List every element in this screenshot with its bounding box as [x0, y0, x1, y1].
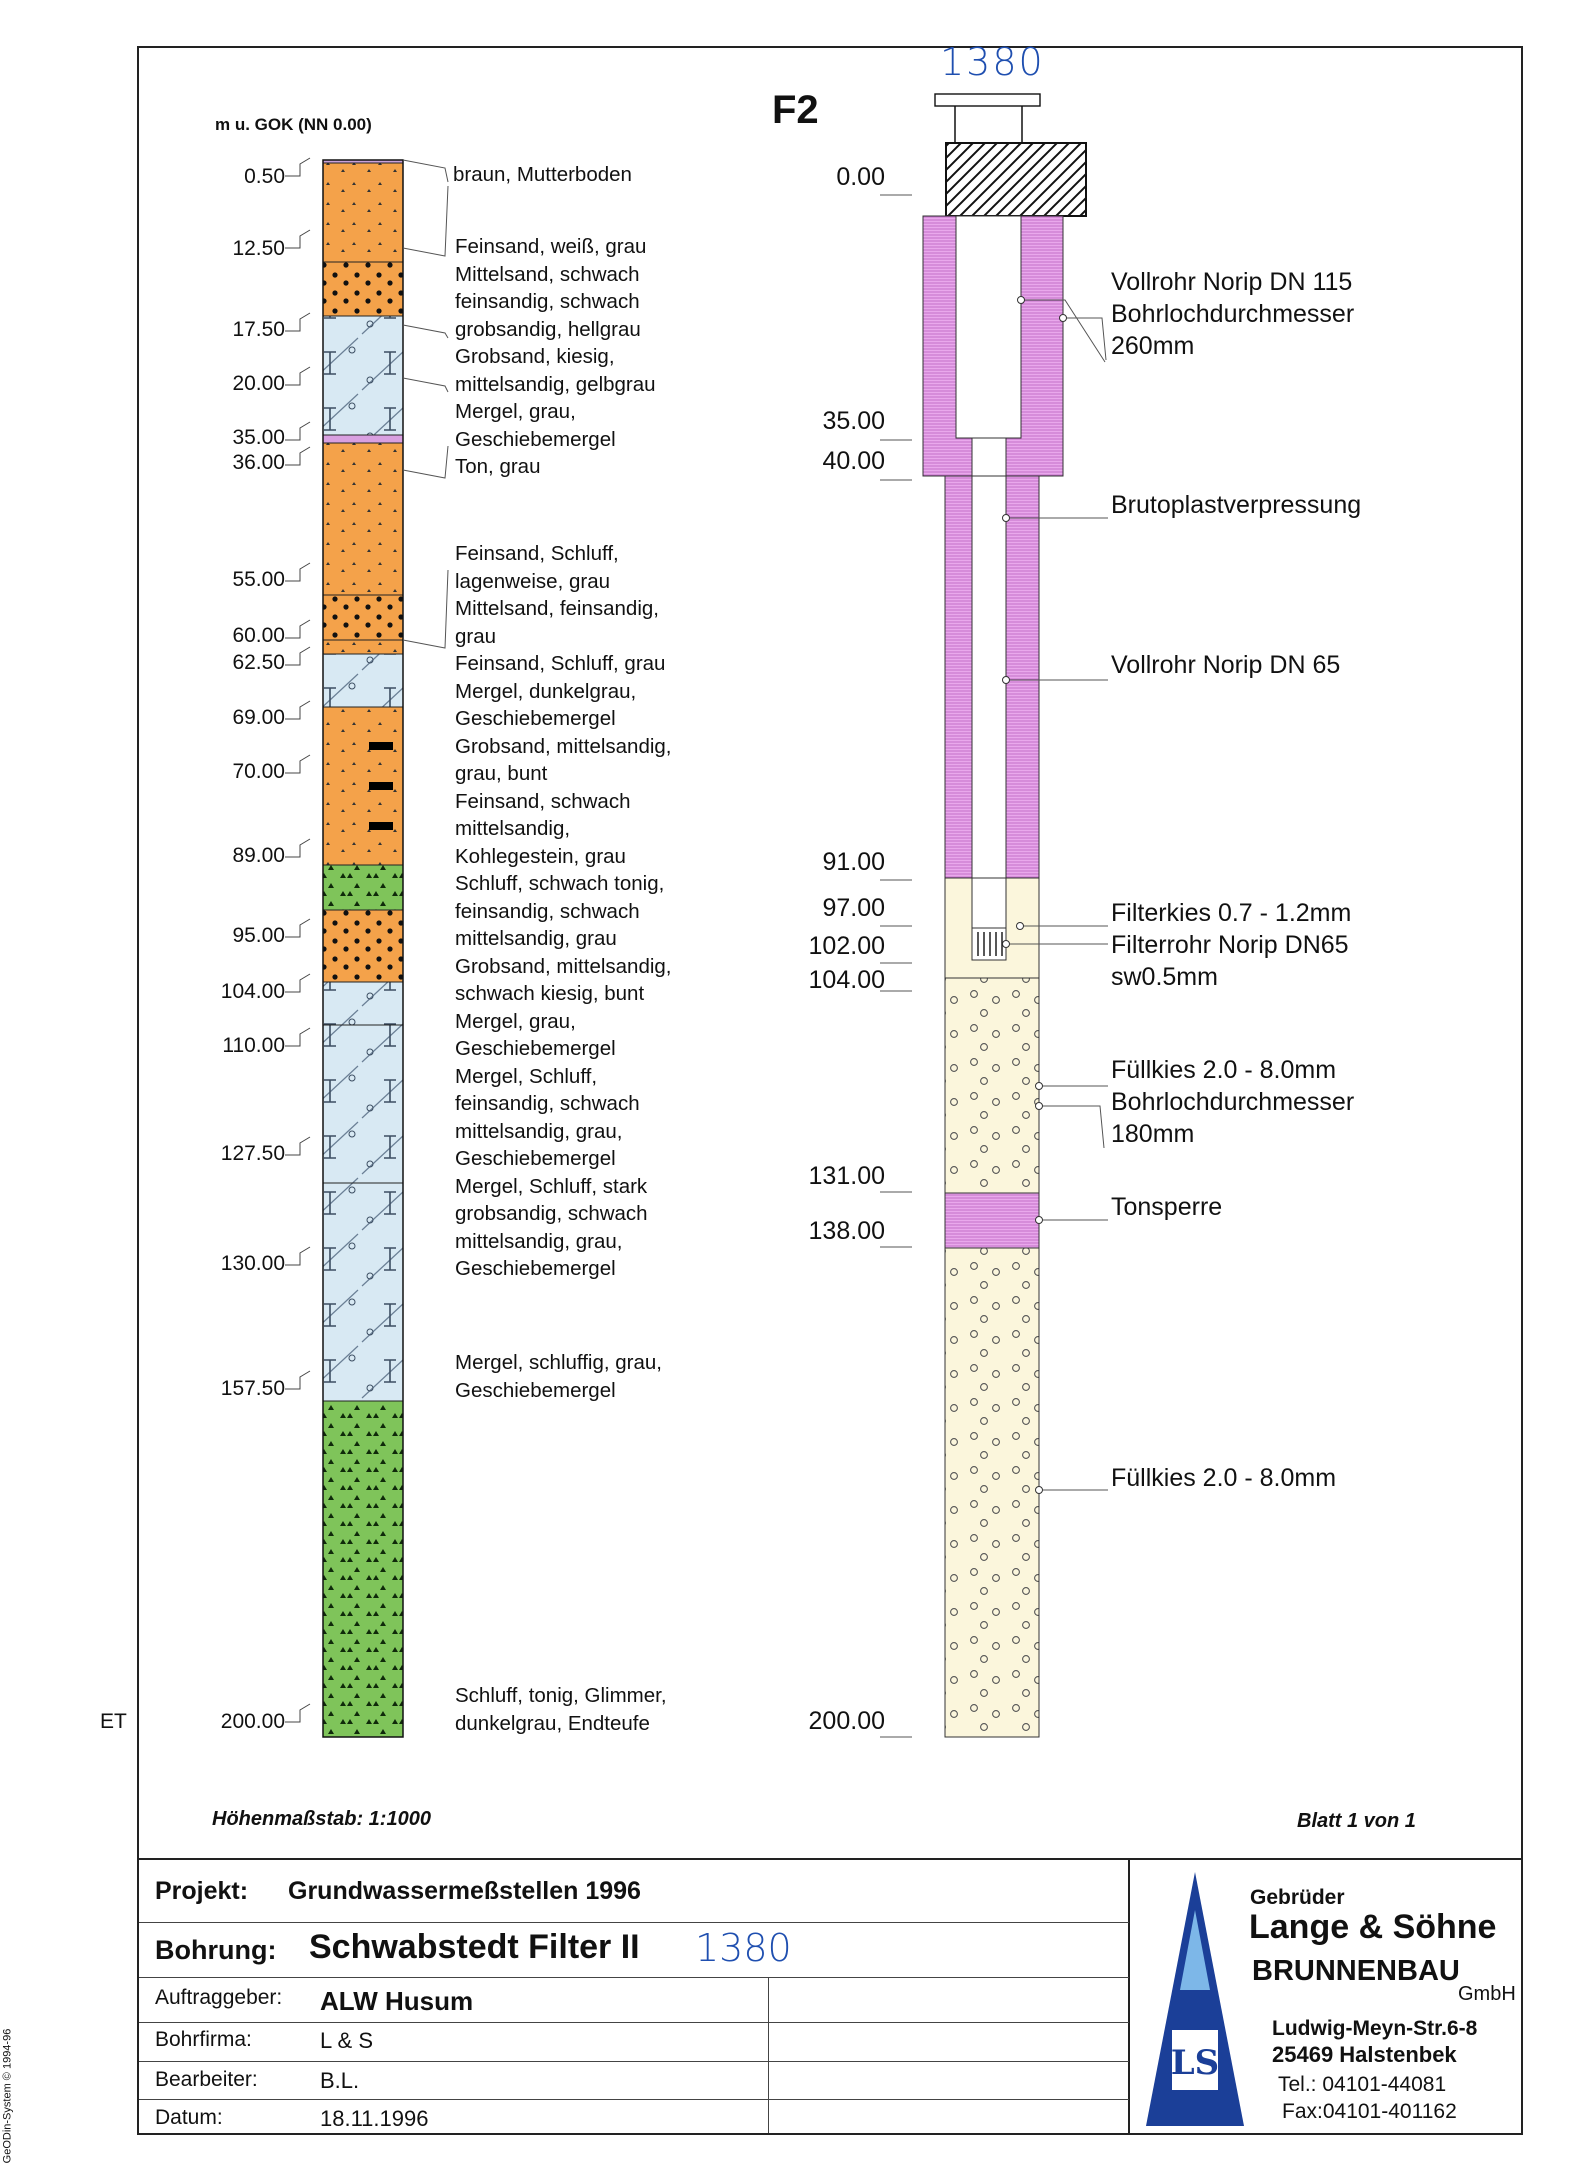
bohrung-value: Schwabstedt Filter II [309, 1928, 640, 1966]
casing-dn115 [956, 216, 1021, 438]
casing-dn65-top [972, 438, 1006, 476]
well-label-fuellkies-2: Füllkies 2.0 - 8.0mm [1111, 1464, 1337, 1492]
profile-layer-16 [323, 1401, 403, 1737]
coal-lens-3 [369, 822, 393, 830]
profile-depth-tick-11 [285, 755, 310, 773]
profile-layer-6 [323, 443, 403, 595]
description-block-2: Feinsand, weiß, grau Mittelsand, schwach feinsandig, schwach grobsandig, hellgrau Grobsand, kiesig, mittelsandig, gelbgrau Mergel, grau, Geschiebemergel Ton, grau [455, 235, 656, 478]
rule-v [768, 1977, 769, 2133]
handwritten-number: 1380 [940, 40, 1045, 84]
profile-depth-label: 35.00 [232, 426, 285, 449]
profile-depth-tick-4 [285, 367, 310, 385]
backfill-gravel-2 [945, 1248, 1039, 1737]
filter-screen [972, 928, 1006, 960]
datum-value: 18.11.1996 [320, 2106, 429, 2131]
casing-dn65 [972, 476, 1006, 878]
profile-depth-label: 36.00 [232, 451, 285, 474]
datum-label: Datum: [155, 2106, 223, 2129]
profile-depth-label: 12.50 [232, 237, 285, 260]
profile-depth-tick-13 [285, 919, 310, 937]
well-leader-dot-2 [1060, 315, 1067, 322]
profile-layer-5 [323, 435, 403, 443]
profile-depth-label: 130.00 [220, 1252, 285, 1275]
company-line2: Lange & Söhne [1249, 1908, 1497, 1946]
depth-header: m u. GOK (NN 0.00) [215, 115, 372, 134]
profile-depth-tick-5 [285, 422, 310, 440]
rule-1 [139, 1922, 1129, 1923]
backfill-gravel-1 [945, 978, 1039, 1193]
profile-depth-tick-8 [285, 620, 310, 638]
rule-5 [139, 2099, 1129, 2100]
bohrfirma-value: L & S [320, 2028, 373, 2053]
company-address2: 25469 Halstenbek [1272, 2042, 1457, 2067]
company-tel: Tel.: 04101-44081 [1278, 2073, 1447, 2096]
company-fax: Fax:04101-401162 [1282, 2100, 1457, 2123]
profile-depth-label: 55.00 [232, 568, 285, 591]
projekt-label: Projekt: [155, 1877, 249, 1905]
well-leader-dot-6 [1003, 941, 1010, 948]
side-note: GeODin-System © 1994-96 [1, 2028, 14, 2164]
well-depth-label: 0.00 [836, 163, 885, 191]
bohrung-handwritten: 1380 [695, 1926, 792, 1970]
well-leader-dot-10 [1036, 1487, 1043, 1494]
bearbeiter-label: Bearbeiter: [155, 2068, 258, 2091]
well-leader-8 [1039, 1106, 1104, 1148]
well-leader-dot-1 [1018, 297, 1025, 304]
description-leader-1 [403, 160, 448, 182]
well-depth-label: 97.00 [822, 894, 885, 922]
well-depth-label: 102.00 [808, 932, 885, 960]
auftraggeber-value: ALW Husum [320, 1986, 474, 2016]
well-leader-dot-5 [1017, 923, 1024, 930]
rule-3 [139, 2022, 1129, 2023]
description-block-3: Feinsand, Schluff, lagenweise, grau Mittelsand, feinsandig, grau Feinsand, Schluff, grau Mergel, dunkelgrau, Geschiebemergel Grobsand, mittelsandig, grau, bunt Feinsand, schwach mittelsandig, Kohlegestein, grau Schluff, schwach tonig, feinsandig, schwach mittelsandig, grau Grobsand, mittelsandig, schwach kiesig, bunt Mergel, grau, Geschiebemergel Mergel, Schluff, feinsandig, schwach mittelsandig, grau, Geschiebemergel Mergel, Schluff, stark grobsandig, schwach mittelsandig, grau, Geschiebemergel [455, 542, 672, 1280]
projekt-value: Grundwassermeßstellen 1996 [288, 1877, 641, 1905]
profile-layer-11 [323, 865, 403, 910]
description-block-4: Mergel, schluffig, grau, Geschiebemergel [455, 1351, 663, 1402]
profile-depth-tick-14 [285, 974, 310, 992]
profile-depth-label: 157.50 [220, 1377, 285, 1400]
profile-depth-label: 200.00 [220, 1710, 285, 1733]
logo-letters: LS [1170, 2043, 1220, 2083]
profile-depth-label: 89.00 [232, 844, 285, 867]
well-depth-label: 104.00 [808, 966, 885, 994]
description-leader-2 [403, 186, 448, 256]
coal-lens-1 [369, 742, 393, 750]
company-logo [1140, 1870, 1250, 2130]
well-label-brutoplast: Brutoplastverpressung [1111, 491, 1362, 519]
well-label-fuellkies-1: Füllkies 2.0 - 8.0mm Bohrlochdurchmesser 180mm [1111, 1056, 1355, 1148]
company-line1: Gebrüder [1250, 1886, 1345, 1909]
well-cap-plate [935, 94, 1040, 106]
description-block-1: braun, Mutterboden [453, 163, 632, 186]
well-leader-dot-8 [1036, 1103, 1043, 1110]
rule-2 [139, 1977, 1129, 1978]
profile-depth-tick-17 [285, 1247, 310, 1265]
profile-depth-tick-3 [285, 313, 310, 331]
description-block-5: Schluff, tonig, Glimmer, dunkelgrau, Endteufe [455, 1684, 667, 1735]
clay-seal [945, 1193, 1039, 1248]
profile-depth-tick-10 [285, 701, 310, 719]
well-leader-dot-4 [1003, 677, 1010, 684]
company-line4: GmbH [1458, 1983, 1516, 2005]
well-depth-label: 35.00 [822, 407, 885, 435]
well-cap-block [946, 143, 1086, 216]
company-address1: Ludwig-Meyn-Str.6-8 [1272, 2017, 1478, 2040]
description-leader-6 [403, 570, 448, 648]
sheet-note: Blatt 1 von 1 [1297, 1810, 1416, 1832]
well-label-filter: Filterkies 0.7 - 1.2mm Filterrohr Norip DN65 sw0.5mm [1111, 899, 1352, 991]
profile-depth-label: 62.50 [232, 651, 285, 674]
profile-layer-4 [323, 316, 403, 435]
profile-depth-label: 127.50 [220, 1142, 285, 1165]
well-leader-dot-7 [1036, 1083, 1043, 1090]
well-label-vollrohr-115: Vollrohr Norip DN 115 Bohrlochdurchmesser 260mm [1111, 268, 1355, 360]
profile-depth-label: 104.00 [220, 980, 285, 1003]
well-label-tonsperre: Tonsperre [1111, 1193, 1223, 1221]
bearbeiter-value: B.L. [320, 2068, 360, 2093]
well-depth-label: 200.00 [808, 1707, 885, 1735]
profile-depth-tick-19 [285, 1704, 310, 1722]
rule-4 [139, 2061, 1129, 2062]
profile-depth-tick-18 [285, 1371, 310, 1389]
well-depth-label: 131.00 [808, 1162, 885, 1190]
profile-layer-9 [323, 654, 403, 707]
profile-layer-3 [323, 262, 403, 316]
borehole-label: F2 [772, 88, 819, 132]
profile-layer-14 [323, 1025, 403, 1183]
well-depth-label: 91.00 [822, 848, 885, 876]
profile-depth-label: 95.00 [232, 924, 285, 947]
coal-lens-2 [369, 782, 393, 790]
profile-layer-12 [323, 910, 403, 982]
well-leader-dot-3 [1003, 515, 1010, 522]
profile-depth-tick-7 [285, 563, 310, 581]
bohrfirma-label: Bohrfirma: [155, 2028, 252, 2051]
profile-layer-15 [323, 1183, 403, 1401]
profile-layer-8 [323, 640, 403, 654]
description-leader-5 [403, 446, 448, 478]
title-block-divider [1128, 1858, 1130, 2133]
description-leader-3 [403, 325, 448, 338]
profile-depth-label: 0.50 [244, 165, 285, 188]
profile-depth-label: 60.00 [232, 624, 285, 647]
profile-layer-2 [323, 163, 403, 262]
company-line3: BRUNNENBAU [1252, 1955, 1460, 1987]
profile-depth-label: 110.00 [222, 1034, 285, 1057]
profile-depth-tick-12 [285, 839, 310, 857]
well-depth-label: 138.00 [808, 1217, 885, 1245]
profile-layer-7 [323, 595, 403, 640]
profile-depth-tick-9 [285, 647, 310, 665]
profile-depth-tick-2 [285, 230, 310, 248]
profile-depth-tick-6 [285, 447, 310, 465]
profile-depth-tick-1 [285, 158, 310, 176]
profile-depth-tick-15 [285, 1028, 310, 1046]
description-leader-4 [403, 378, 448, 392]
profile-layer-13 [323, 982, 403, 1025]
profile-depth-label: 70.00 [232, 760, 285, 783]
auftraggeber-label: Auftraggeber: [155, 1986, 283, 2009]
end-depth-prefix: ET [100, 1710, 127, 1733]
scale-note: Höhenmaßstab: 1:1000 [212, 1808, 431, 1830]
well-depth-label: 40.00 [822, 447, 885, 475]
well-cap-post [955, 106, 1022, 143]
well-leader-dot-9 [1036, 1217, 1043, 1224]
well-label-vollrohr-65: Vollrohr Norip DN 65 [1111, 651, 1341, 679]
bohrung-label: Bohrung: [155, 1935, 277, 1965]
profile-depth-label: 20.00 [232, 372, 285, 395]
casing-dn65-bottom [972, 878, 1006, 928]
profile-depth-label: 17.50 [232, 318, 285, 341]
profile-depth-label: 69.00 [232, 706, 285, 729]
profile-depth-tick-16 [285, 1137, 310, 1155]
